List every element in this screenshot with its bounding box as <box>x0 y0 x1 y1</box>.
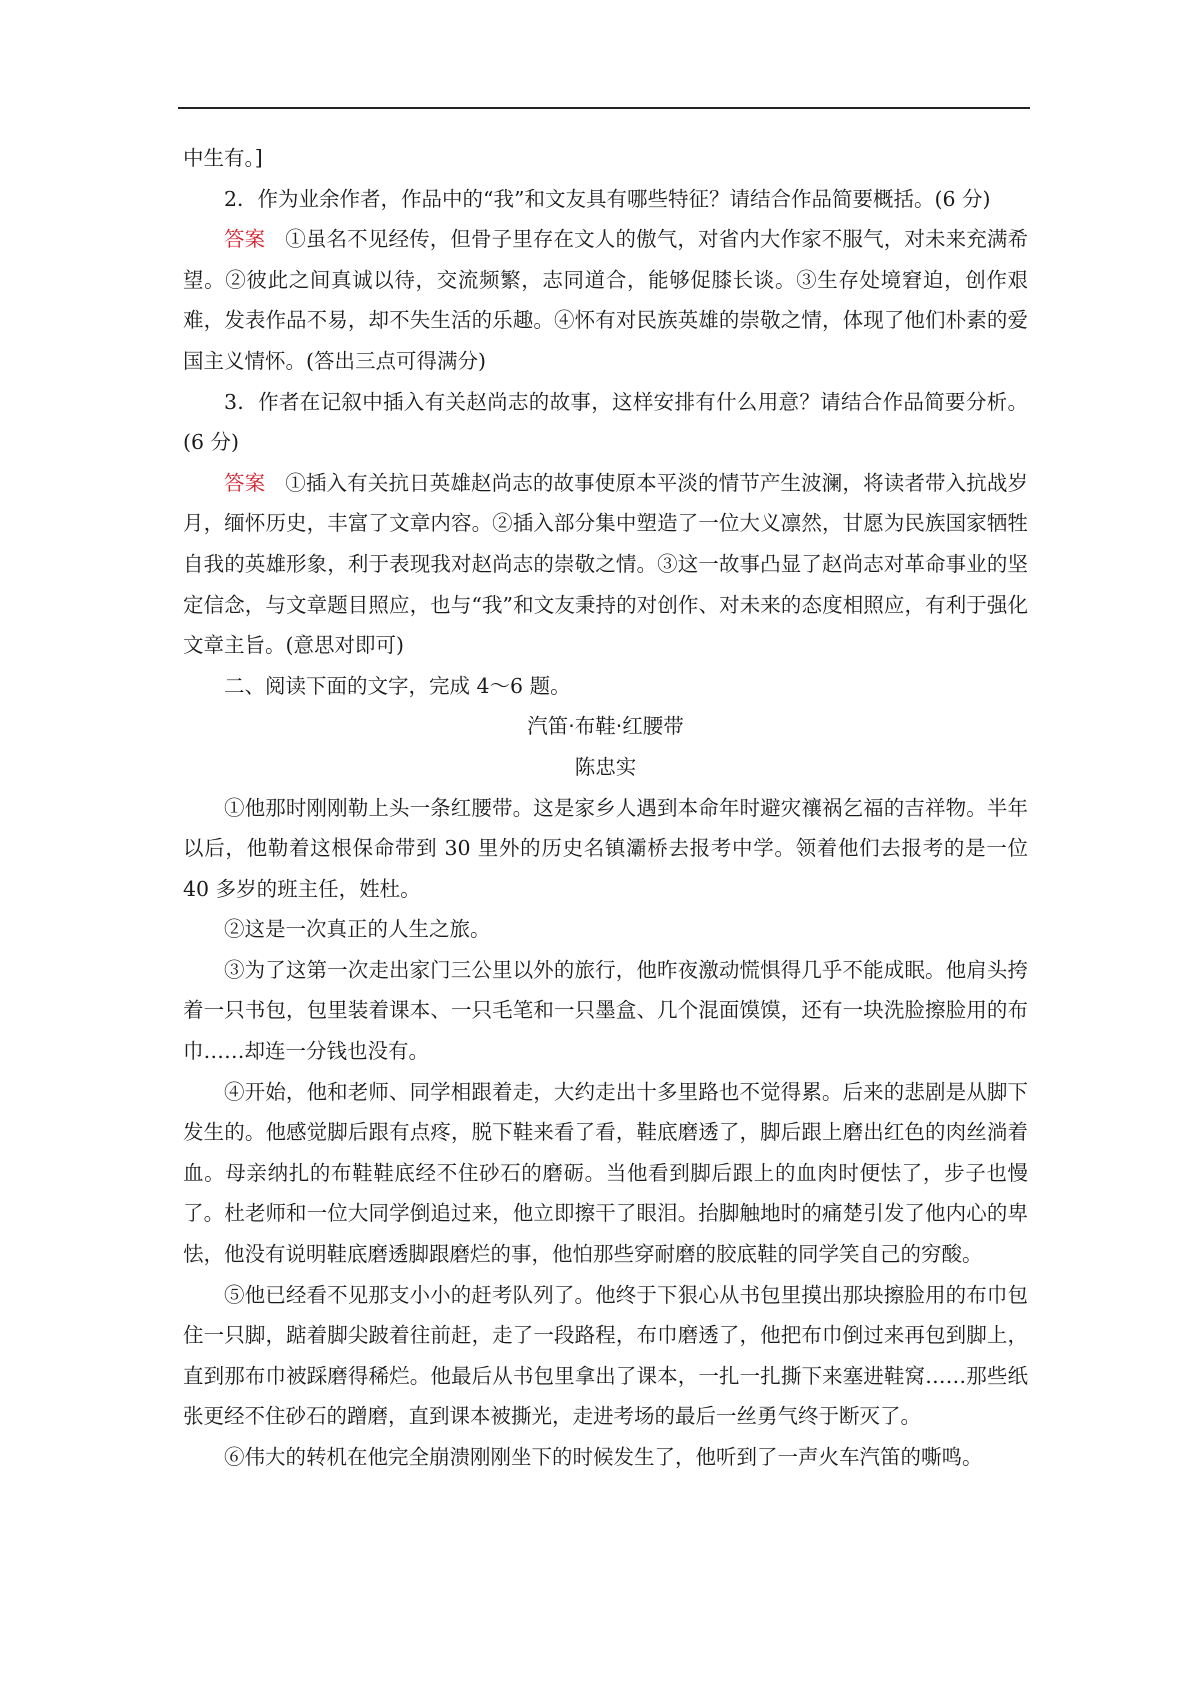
answer-label: 答案 <box>224 470 266 495</box>
article-paragraph: ①他那时刚刚勒上头一条红腰带。这是家乡人遇到本命年时避灾禳祸乞福的吉祥物。半年以后，他勒着这根保命带到 30 里外的历史名镇灞桥去报考中学。领着他们去报考的是一位 40 多岁的班主任，姓杜。 <box>183 795 1028 901</box>
article-author: 陈忠实 <box>574 754 637 779</box>
header-rule <box>178 107 1030 109</box>
article-title: 汽笛·布鞋·红腰带 <box>527 714 684 739</box>
answer-3-text: ①插入有关抗日英雄赵尚志的故事使原本平淡的情节产生波澜，将读者带入抗战岁月，缅怀历史，丰富了文章内容。②插入部分集中塑造了一位大义凛然，甘愿为民族国家牺牲自我的英雄形象，利于表现我对赵尚志的崇敬之情。③这一故事凸显了赵尚志对革命事业的坚定信念，与文章题目照应，也与“我”和文友秉持的对创作、对未来的态度相照应，有利于强化文章主旨。(意思对即可) <box>183 470 1029 658</box>
section-2-intro: 二、阅读下面的文字，完成 4～6 题。 <box>224 673 571 698</box>
continuation-text: 中生有。] <box>183 146 263 170</box>
article-paragraph: ⑥伟大的转机在他完全崩溃刚刚坐下的时候发生了，他听到了一声火车汽笛的嘶鸣。 <box>224 1445 983 1469</box>
article-paragraph: ③为了这第一次走出家门三公里以外的旅行，他昨夜激动慌惧得几乎不能成眠。他肩头挎着一只书包，包里装着课本、一只毛笔和一只墨盒、几个混面馍馍，还有一块洗脸擦脸用的布巾……却连一分钱也没有。 <box>183 957 1028 1064</box>
article-paragraph: ②这是一次真正的人生之旅。 <box>224 917 491 942</box>
answer-3 <box>183 463 1028 666</box>
article-paragraph: ⑤他已经看不见那支小小的赶考队列了。他终于下狠心从书包里摸出那块擦脸用的布巾包住一只脚，踮着脚尖跛着往前赶，走了一段路程，布巾磨透了，他把布巾倒过来再包到脚上，直到那布巾被踩磨得稀烂。他最后从书包里拿出了课本，一扎一扎撕下来塞进鞋窝……那些纸张更经不住砂石的蹭磨，直到课本被撕光，走进考场的最后一丝勇气终于断灭了。 <box>183 1282 1028 1429</box>
question-3: 3．作者在记叙中插入有关赵尚志的故事，这样安排有什么用意？请结合作品简要分析。(6 分) <box>183 389 1028 455</box>
answer-label: 答案 <box>224 227 266 252</box>
page-content <box>183 138 1028 1478</box>
question-2: 2．作为业余作者，作品中的“我”和文友具有哪些特征？请结合作品简要概括。(6 分) <box>224 186 991 211</box>
article-paragraph: ④开始，他和老师、同学相跟着走，大约走出十多里路也不觉得累。后来的悲剧是从脚下发生的。他感觉脚后跟有点疼，脱下鞋来看了看，鞋底磨透了，脚后跟上磨出红色的肉丝淌着血。母亲纳扎的布鞋鞋底经不住砂石的磨砺。当他看到脚后跟上的血肉时便怯了，步子也慢了。杜老师和一位大同学倒追过来，他立即擦干了眼泪。抬脚触地时的痛楚引发了他内心的卑怯，他没有说明鞋底磨透脚跟磨烂的事，他怕那些穿耐磨的胶底鞋的同学笑自己的穷酸。 <box>183 1079 1028 1267</box>
answer-2-text: ①虽名不见经传，但骨子里存在文人的傲气，对省内大作家不服气，对未来充满希望。②彼此之间真诚以待，交流频繁，志同道合，能够促膝长谈。③生存处境窘迫，创作艰难，发表作品不易，却不失生活的乐趣。④怀有对民族英雄的崇敬之情，体现了他们朴素的爱国主义情怀。(答出三点可得满分) <box>183 227 1029 373</box>
answer-2 <box>183 219 1028 381</box>
